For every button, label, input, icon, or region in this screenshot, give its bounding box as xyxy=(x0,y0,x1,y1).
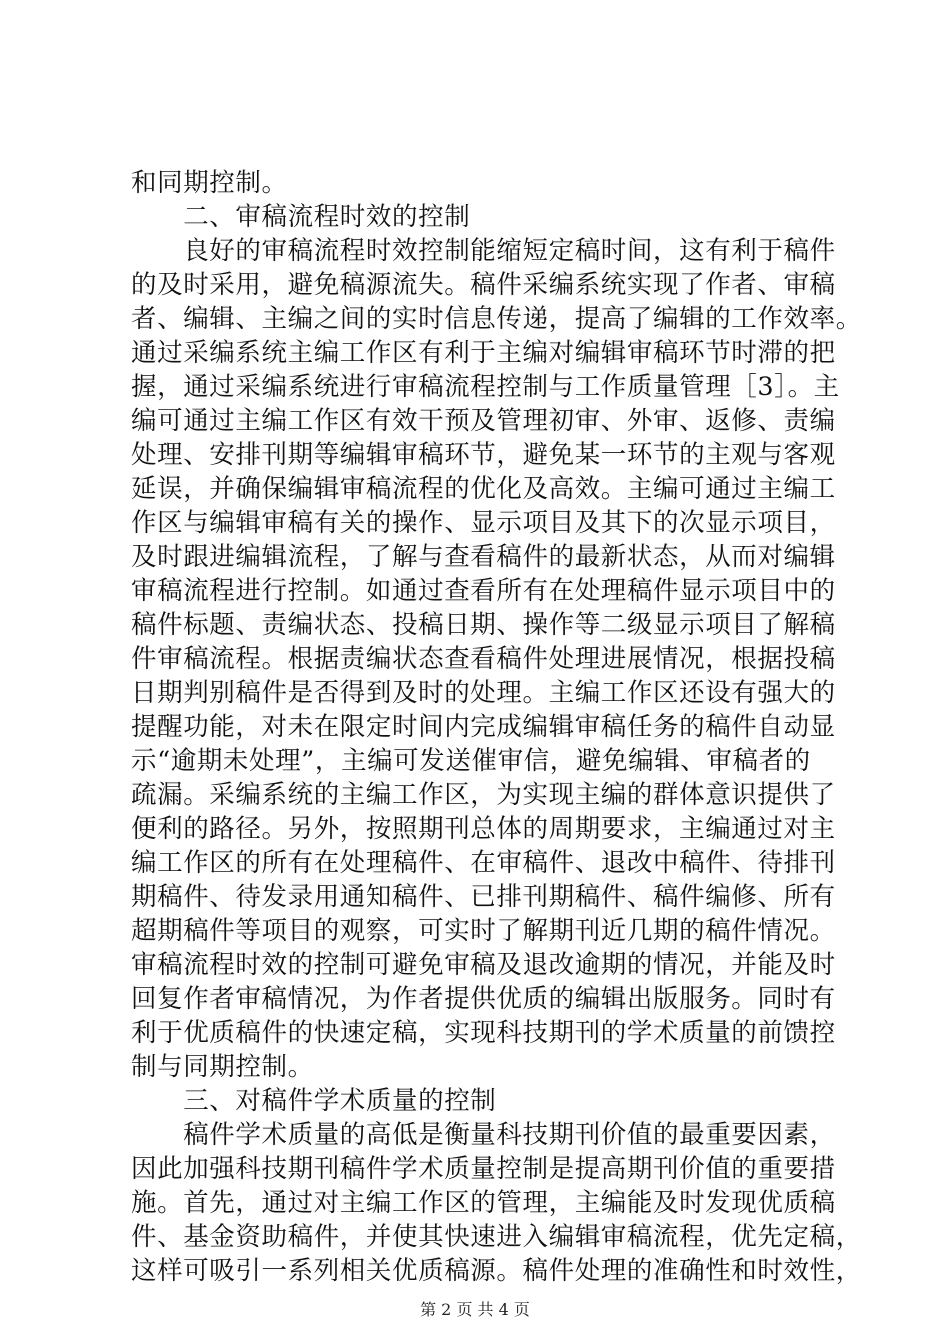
text-line: 编工作区的所有在处理稿件、在审稿件、退改中稿件、待排刊 xyxy=(131,848,836,878)
text-line: 便利的路径。另外，按照期刊总体的周期要求，主编通过对主 xyxy=(131,814,836,844)
text-line: 超期稿件等项目的观察，可实时了解期刊近几期的稿件情况。 xyxy=(131,916,836,946)
text-line: 通过采编系统主编工作区有利于主编对编辑审稿环节时滞的把 xyxy=(131,338,836,368)
text-line: 施。首先，通过对主编工作区的管理，主编能及时发现优质稿 xyxy=(131,1188,836,1218)
text-line: 这样可吸引一系列相关优质稿源。稿件处理的准确性和时效性， xyxy=(131,1256,862,1286)
text-line: 提醒功能，对未在限定时间内完成编辑审稿任务的稿件自动显 xyxy=(131,712,836,742)
text-line: 日期判别稿件是否得到及时的处理。主编工作区还设有强大的 xyxy=(131,678,836,708)
text-line: 疏漏。采编系统的主编工作区，为实现主编的群体意识提供了 xyxy=(131,780,836,810)
text-line: 及时跟进编辑流程，了解与查看稿件的最新状态，从而对编辑 xyxy=(131,542,836,572)
text-line: 者、编辑、主编之间的实时信息传递，提高了编辑的工作效率。 xyxy=(131,304,862,334)
text-line: 三、对稿件学术质量的控制 xyxy=(131,1086,497,1116)
text-line: 二、审稿流程时效的控制 xyxy=(131,202,471,232)
text-line: 良好的审稿流程时效控制能缩短定稿时间，这有利于稿件 xyxy=(131,236,836,266)
text-line: 编可通过主编工作区有效干预及管理初审、外审、返修、责编 xyxy=(131,406,836,436)
text-line: 件、基金资助稿件，并使其快速进入编辑审稿流程，优先定稿， xyxy=(131,1222,862,1252)
text-line: 作区与编辑审稿有关的操作、显示项目及其下的次显示项目， xyxy=(131,508,836,538)
text-line: 处理、安排刊期等编辑审稿环节，避免某一环节的主观与客观 xyxy=(131,440,836,470)
text-line: 示“逾期未处理”，主编可发送催审信，避免编辑、审稿者的 xyxy=(131,746,811,776)
text-line: 期稿件、待发录用通知稿件、已排刊期稿件、稿件编修、所有 xyxy=(131,882,836,912)
text-line: 件审稿流程。根据责编状态查看稿件处理进展情况，根据投稿 xyxy=(131,644,836,674)
text-line: 审稿流程进行控制。如通过查看所有在处理稿件显示项目中的 xyxy=(131,576,836,606)
text-line: 延误，并确保编辑审稿流程的优化及高效。主编可通过主编工 xyxy=(131,474,836,504)
text-line: 的及时采用，避免稿源流失。稿件采编系统实现了作者、审稿 xyxy=(131,270,836,300)
text-line: 审稿流程时效的控制可避免审稿及退改逾期的情况，并能及时 xyxy=(131,950,836,980)
text-line: 因此加强科技期刊稿件学术质量控制是提高期刊价值的重要措 xyxy=(131,1154,836,1184)
text-line: 和同期控制。 xyxy=(131,168,288,198)
text-line: 稿件学术质量的高低是衡量科技期刊价值的最重要因素， xyxy=(131,1120,836,1150)
text-line: 握，通过采编系统进行审稿流程控制与工作质量管理［3］。主 xyxy=(131,372,840,402)
page-footer: 第 2 页 共 4 页 xyxy=(420,1300,530,1319)
text-line: 回复作者审稿情况，为作者提供优质的编辑出版服务。同时有 xyxy=(131,984,836,1014)
text-line: 稿件标题、责编状态、投稿日期、操作等二级显示项目了解稿 xyxy=(131,610,836,640)
text-line: 制与同期控制。 xyxy=(131,1052,314,1082)
text-line: 利于优质稿件的快速定稿，实现科技期刊的学术质量的前馈控 xyxy=(131,1018,836,1048)
